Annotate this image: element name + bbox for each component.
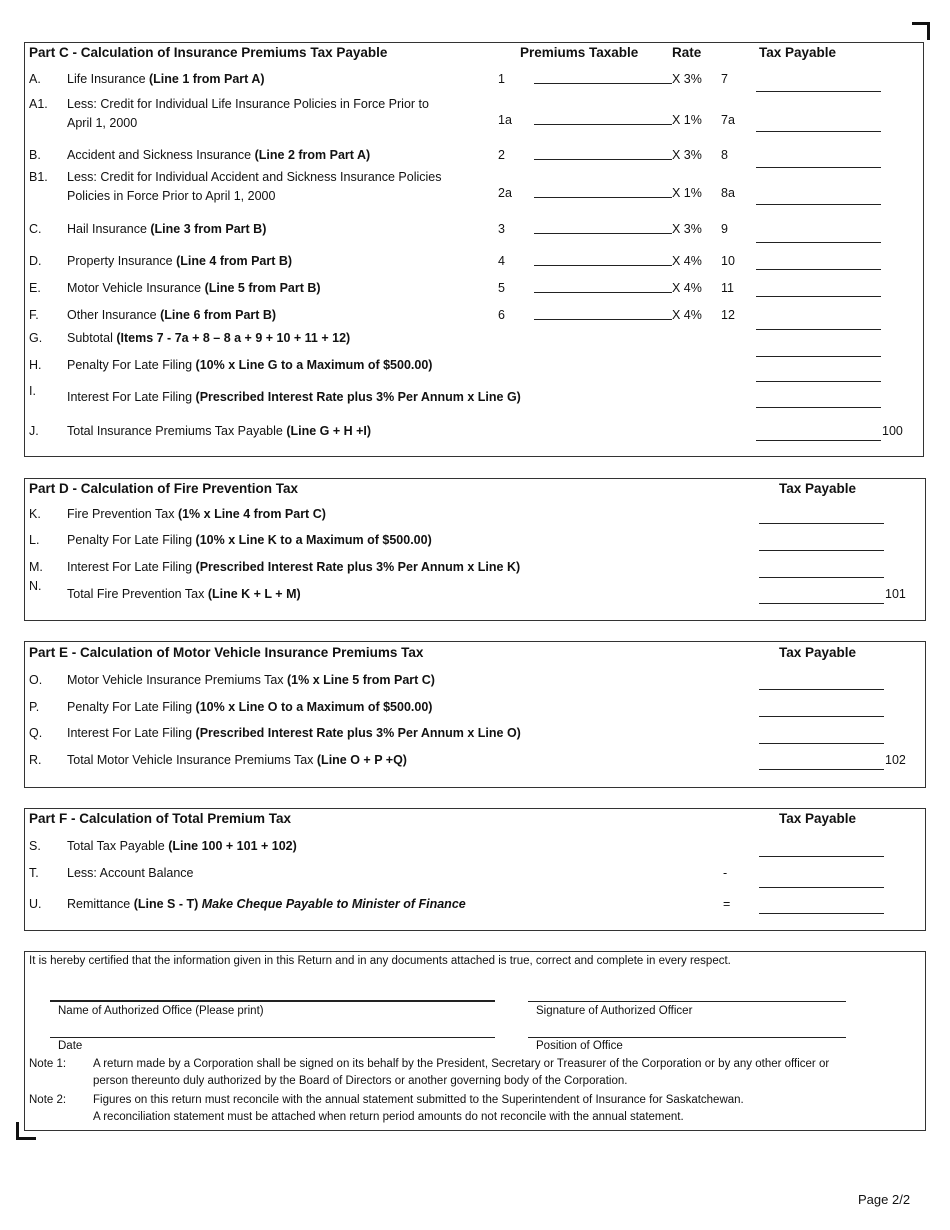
row-label-text: Less: Credit for Individual Accident and Sickness Insurance Policies bbox=[67, 170, 442, 184]
row-letter: P. bbox=[29, 700, 40, 714]
tax-payable-header: Tax Payable bbox=[759, 45, 837, 60]
tax-payable-header: Tax Payable bbox=[779, 811, 857, 826]
rate-value: X 3% bbox=[672, 222, 702, 236]
row-letter: O. bbox=[29, 673, 43, 687]
row-label-text: Hail Insurance bbox=[67, 222, 151, 236]
row-letter: M. bbox=[29, 560, 43, 574]
row-label-text: Interest For Late Filing bbox=[67, 726, 196, 740]
row-label bbox=[67, 170, 442, 185]
row-label bbox=[67, 424, 371, 439]
tax-payable-field[interactable] bbox=[759, 856, 884, 857]
tax-payable-field[interactable] bbox=[759, 689, 884, 690]
row-label-text: Penalty For Late Filing bbox=[67, 700, 196, 714]
tax-payable-field[interactable] bbox=[759, 603, 884, 604]
row-label-reference: (Prescribed Interest Rate plus 3% Per Annum x Line O) bbox=[195, 726, 521, 740]
row-letter: I. bbox=[29, 384, 36, 398]
tax-payable-field[interactable] bbox=[756, 329, 881, 330]
row-label-reference: (10% x Line K to a Maximum of $500.00) bbox=[195, 533, 432, 547]
row-letter: B1. bbox=[29, 170, 48, 184]
row-label bbox=[67, 222, 266, 237]
tax-line-number: 12 bbox=[721, 308, 735, 322]
rate-value: X 3% bbox=[672, 72, 702, 86]
row-label-text: Interest For Late Filing bbox=[67, 390, 196, 404]
row-label bbox=[67, 97, 429, 112]
premiums-taxable-field[interactable] bbox=[534, 197, 672, 198]
row-label-reference: (10% x Line G to a Maximum of $500.00) bbox=[195, 358, 433, 372]
row-label-text: Accident and Sickness Insurance bbox=[67, 148, 255, 162]
row-label-text: Total Tax Payable bbox=[67, 839, 169, 853]
crop-mark-top-right-vertical bbox=[927, 22, 930, 40]
line-number: 2a bbox=[498, 186, 512, 200]
name-label: Name of Authorized Office (Please print) bbox=[58, 1005, 264, 1017]
row-letter: N. bbox=[29, 579, 42, 593]
row-label-reference: (Line G + H +I) bbox=[286, 424, 372, 438]
tax-payable-field[interactable] bbox=[756, 407, 881, 408]
premiums-taxable-field[interactable] bbox=[534, 319, 672, 320]
premiums-taxable-field[interactable] bbox=[534, 265, 672, 266]
row-label-reference: (Line 100 + 101 + 102) bbox=[168, 839, 297, 853]
date-field[interactable] bbox=[50, 1037, 495, 1038]
row-label-text: Property Insurance bbox=[67, 254, 177, 268]
row-letter: B. bbox=[29, 148, 41, 162]
row-letter: D. bbox=[29, 254, 42, 268]
premiums-taxable-field[interactable] bbox=[534, 292, 672, 293]
row-label-reference: (1% x Line 4 from Part C) bbox=[177, 507, 326, 521]
premiums-taxable-header: Premiums Taxable bbox=[520, 45, 639, 60]
total-line-number: 101 bbox=[885, 587, 906, 601]
row-label-text: Less: Account Balance bbox=[67, 866, 194, 880]
signature-label: Signature of Authorized Officer bbox=[536, 1005, 693, 1017]
crop-mark-bottom-left-horizontal bbox=[16, 1137, 36, 1140]
line-number: 2 bbox=[498, 148, 505, 162]
row-letter: R. bbox=[29, 753, 42, 767]
note2-text-2: A reconciliation statement must be attached when return period amounts do not reconcile with the annual statement. bbox=[93, 1111, 684, 1123]
note1-text: A return made by a Corporation shall be signed on its behalf by the President, Secretary or Treasurer of the Corporation or by any other officer or bbox=[93, 1058, 830, 1070]
row-label-text: Total Insurance Premiums Tax Payable bbox=[67, 424, 287, 438]
row-label-reference: (Line O + P +Q) bbox=[316, 753, 407, 767]
row-letter: E. bbox=[29, 281, 41, 295]
row-letter: A. bbox=[29, 72, 41, 86]
row-label bbox=[67, 673, 435, 688]
rate-value: X 4% bbox=[672, 254, 702, 268]
row-label-continued: Policies in Force Prior to April 1, 2000 bbox=[67, 189, 276, 203]
row-label bbox=[67, 753, 407, 768]
row-label-reference: (Prescribed Interest Rate plus 3% Per Annum x Line G) bbox=[195, 390, 521, 404]
row-label-text: Total Motor Vehicle Insurance Premiums Tax bbox=[67, 753, 317, 767]
row-label bbox=[67, 866, 193, 881]
tax-payable-field[interactable] bbox=[756, 440, 881, 441]
tax-line-number: 7 bbox=[721, 72, 728, 86]
rate-value: X 1% bbox=[672, 113, 702, 127]
note2-label: Note 2: bbox=[29, 1094, 67, 1106]
tax-payable-field[interactable] bbox=[756, 91, 881, 92]
row-label-reference: (Items 7 - 7a + 8 – 8 a + 9 + 10 + 11 + 12) bbox=[116, 331, 351, 345]
row-label-reference: (Line 1 from Part A) bbox=[149, 72, 265, 86]
row-letter: F. bbox=[29, 308, 39, 322]
rate-value: X 1% bbox=[672, 186, 702, 200]
row-label bbox=[67, 254, 292, 269]
row-label bbox=[67, 331, 350, 346]
total-line-number: 100 bbox=[882, 424, 903, 438]
row-label-text: Other Insurance bbox=[67, 308, 161, 322]
row-letter: Q. bbox=[29, 726, 43, 740]
page-number: Page 2/2 bbox=[858, 1192, 911, 1207]
part-e-title: Part E - Calculation of Motor Vehicle Insurance Premiums Tax bbox=[29, 645, 424, 660]
row-label-text: Motor Vehicle Insurance bbox=[67, 281, 205, 295]
tax-payable-field[interactable] bbox=[759, 887, 884, 888]
total-line-number: 102 bbox=[885, 753, 906, 767]
tax-payable-field[interactable] bbox=[756, 296, 881, 297]
row-label bbox=[67, 148, 370, 163]
tax-payable-field[interactable] bbox=[759, 550, 884, 551]
row-label bbox=[67, 72, 265, 87]
tax-payable-field[interactable] bbox=[756, 167, 881, 168]
tax-payable-field[interactable] bbox=[756, 242, 881, 243]
row-letter: C. bbox=[29, 222, 42, 236]
row-label bbox=[67, 560, 520, 575]
premiums-taxable-field[interactable] bbox=[534, 83, 672, 84]
certification-statement: It is hereby certified that the information given in this Return and in any documents attached is true, correct and complete in every respect. bbox=[29, 955, 731, 967]
row-label-text: Total Fire Prevention Tax bbox=[67, 587, 208, 601]
row-label-text: Motor Vehicle Insurance Premiums Tax bbox=[67, 673, 288, 687]
row-letter: H. bbox=[29, 358, 42, 372]
row-label-reference: (Line 4 from Part B) bbox=[176, 254, 293, 268]
date-label: Date bbox=[58, 1040, 83, 1052]
name-field[interactable] bbox=[50, 1000, 495, 1002]
row-label-reference: (Prescribed Interest Rate plus 3% Per Annum x Line K) bbox=[195, 560, 521, 574]
tax-payable-field[interactable] bbox=[756, 131, 881, 132]
row-label-text: Penalty For Late Filing bbox=[67, 533, 196, 547]
row-label bbox=[67, 839, 297, 854]
row-label bbox=[67, 358, 432, 373]
tax-line-number: 8a bbox=[721, 186, 735, 200]
row-label bbox=[67, 390, 521, 405]
tax-line-number: 7a bbox=[721, 113, 735, 127]
tax-payable-field[interactable] bbox=[759, 716, 884, 717]
tax-payable-field[interactable] bbox=[759, 743, 884, 744]
row-label-text: Fire Prevention Tax bbox=[67, 507, 178, 521]
tax-payable-field[interactable] bbox=[759, 913, 884, 914]
row-label-note: Make Cheque Payable to Minister of Finance bbox=[201, 897, 466, 911]
row-label-reference: (Line S - T) bbox=[133, 897, 202, 911]
row-letter: T. bbox=[29, 866, 39, 880]
tax-payable-field[interactable] bbox=[756, 381, 881, 382]
row-label bbox=[67, 897, 466, 912]
row-label-reference: (Line 5 from Part B) bbox=[204, 281, 321, 295]
row-label-text: Less: Credit for Individual Life Insurance Policies in Force Prior to bbox=[67, 97, 429, 111]
row-label-text: Subtotal bbox=[67, 331, 117, 345]
tax-line-number: 10 bbox=[721, 254, 735, 268]
row-label bbox=[67, 533, 432, 548]
position-field[interactable] bbox=[528, 1037, 846, 1038]
part-f-title: Part F - Calculation of Total Premium Tax bbox=[29, 811, 292, 826]
premiums-taxable-field[interactable] bbox=[534, 159, 672, 160]
row-label-reference: (Line 2 from Part A) bbox=[254, 148, 371, 162]
premiums-taxable-field[interactable] bbox=[534, 124, 672, 125]
tax-line-number: 8 bbox=[721, 148, 728, 162]
row-label-reference: (Line 6 from Part B) bbox=[160, 308, 277, 322]
row-letter: A1. bbox=[29, 97, 48, 111]
row-letter: G. bbox=[29, 331, 43, 345]
tax-payable-field[interactable] bbox=[756, 269, 881, 270]
part-d-title: Part D - Calculation of Fire Prevention Tax bbox=[29, 481, 299, 496]
signature-field[interactable] bbox=[528, 1001, 846, 1002]
row-label-reference: (Line K + L + M) bbox=[207, 587, 301, 601]
sign-symbol: - bbox=[723, 866, 728, 880]
row-label-text: Life Insurance bbox=[67, 72, 149, 86]
rate-header: Rate bbox=[672, 45, 702, 60]
note1-label: Note 1: bbox=[29, 1058, 67, 1070]
row-label bbox=[67, 281, 321, 296]
tax-payable-field[interactable] bbox=[756, 356, 881, 357]
tax-payable-field[interactable] bbox=[759, 769, 884, 770]
row-label-reference: (1% x Line 5 from Part C) bbox=[287, 673, 435, 687]
tax-payable-header: Tax Payable bbox=[779, 645, 857, 660]
line-number: 1 bbox=[498, 72, 505, 86]
line-number: 4 bbox=[498, 254, 505, 268]
row-label bbox=[67, 507, 326, 522]
tax-payable-field[interactable] bbox=[759, 577, 884, 578]
premiums-taxable-field[interactable] bbox=[534, 233, 672, 234]
line-number: 6 bbox=[498, 308, 505, 322]
note2-text: Figures on this return must reconcile with the annual statement submitted to the Superintendent of Insurance for Saskatchewan. bbox=[93, 1094, 744, 1106]
row-label-text: Penalty For Late Filing bbox=[67, 358, 196, 372]
row-label-reference: (10% x Line O to a Maximum of $500.00) bbox=[195, 700, 433, 714]
row-label-reference: (Line 3 from Part B) bbox=[150, 222, 267, 236]
rate-value: X 4% bbox=[672, 281, 702, 295]
row-letter: U. bbox=[29, 897, 42, 911]
tax-payable-header: Tax Payable bbox=[779, 481, 857, 496]
tax-line-number: 9 bbox=[721, 222, 728, 236]
tax-payable-field[interactable] bbox=[756, 204, 881, 205]
rate-value: X 3% bbox=[672, 148, 702, 162]
row-label bbox=[67, 726, 521, 741]
row-label bbox=[67, 308, 276, 323]
sign-symbol: = bbox=[723, 897, 731, 911]
line-number: 1a bbox=[498, 113, 512, 127]
row-label-text: Interest For Late Filing bbox=[67, 560, 196, 574]
tax-line-number: 11 bbox=[721, 281, 734, 295]
rate-value: X 4% bbox=[672, 308, 702, 322]
row-letter: L. bbox=[29, 533, 40, 547]
part-c-title: Part C - Calculation of Insurance Premiums Tax Payable bbox=[29, 45, 388, 60]
line-number: 3 bbox=[498, 222, 505, 236]
line-number: 5 bbox=[498, 281, 505, 295]
tax-payable-field[interactable] bbox=[759, 523, 884, 524]
row-label-text: Remittance bbox=[67, 897, 134, 911]
note1-text-2: person thereunto duly authorized by the Board of Directors or another governing body of the Corporation. bbox=[93, 1075, 628, 1087]
row-letter: S. bbox=[29, 839, 41, 853]
row-letter: J. bbox=[29, 424, 39, 438]
position-label: Position of Office bbox=[536, 1040, 623, 1052]
row-label bbox=[67, 587, 301, 602]
row-letter: K. bbox=[29, 507, 41, 521]
row-label bbox=[67, 700, 432, 715]
row-label-continued: April 1, 2000 bbox=[67, 116, 138, 130]
